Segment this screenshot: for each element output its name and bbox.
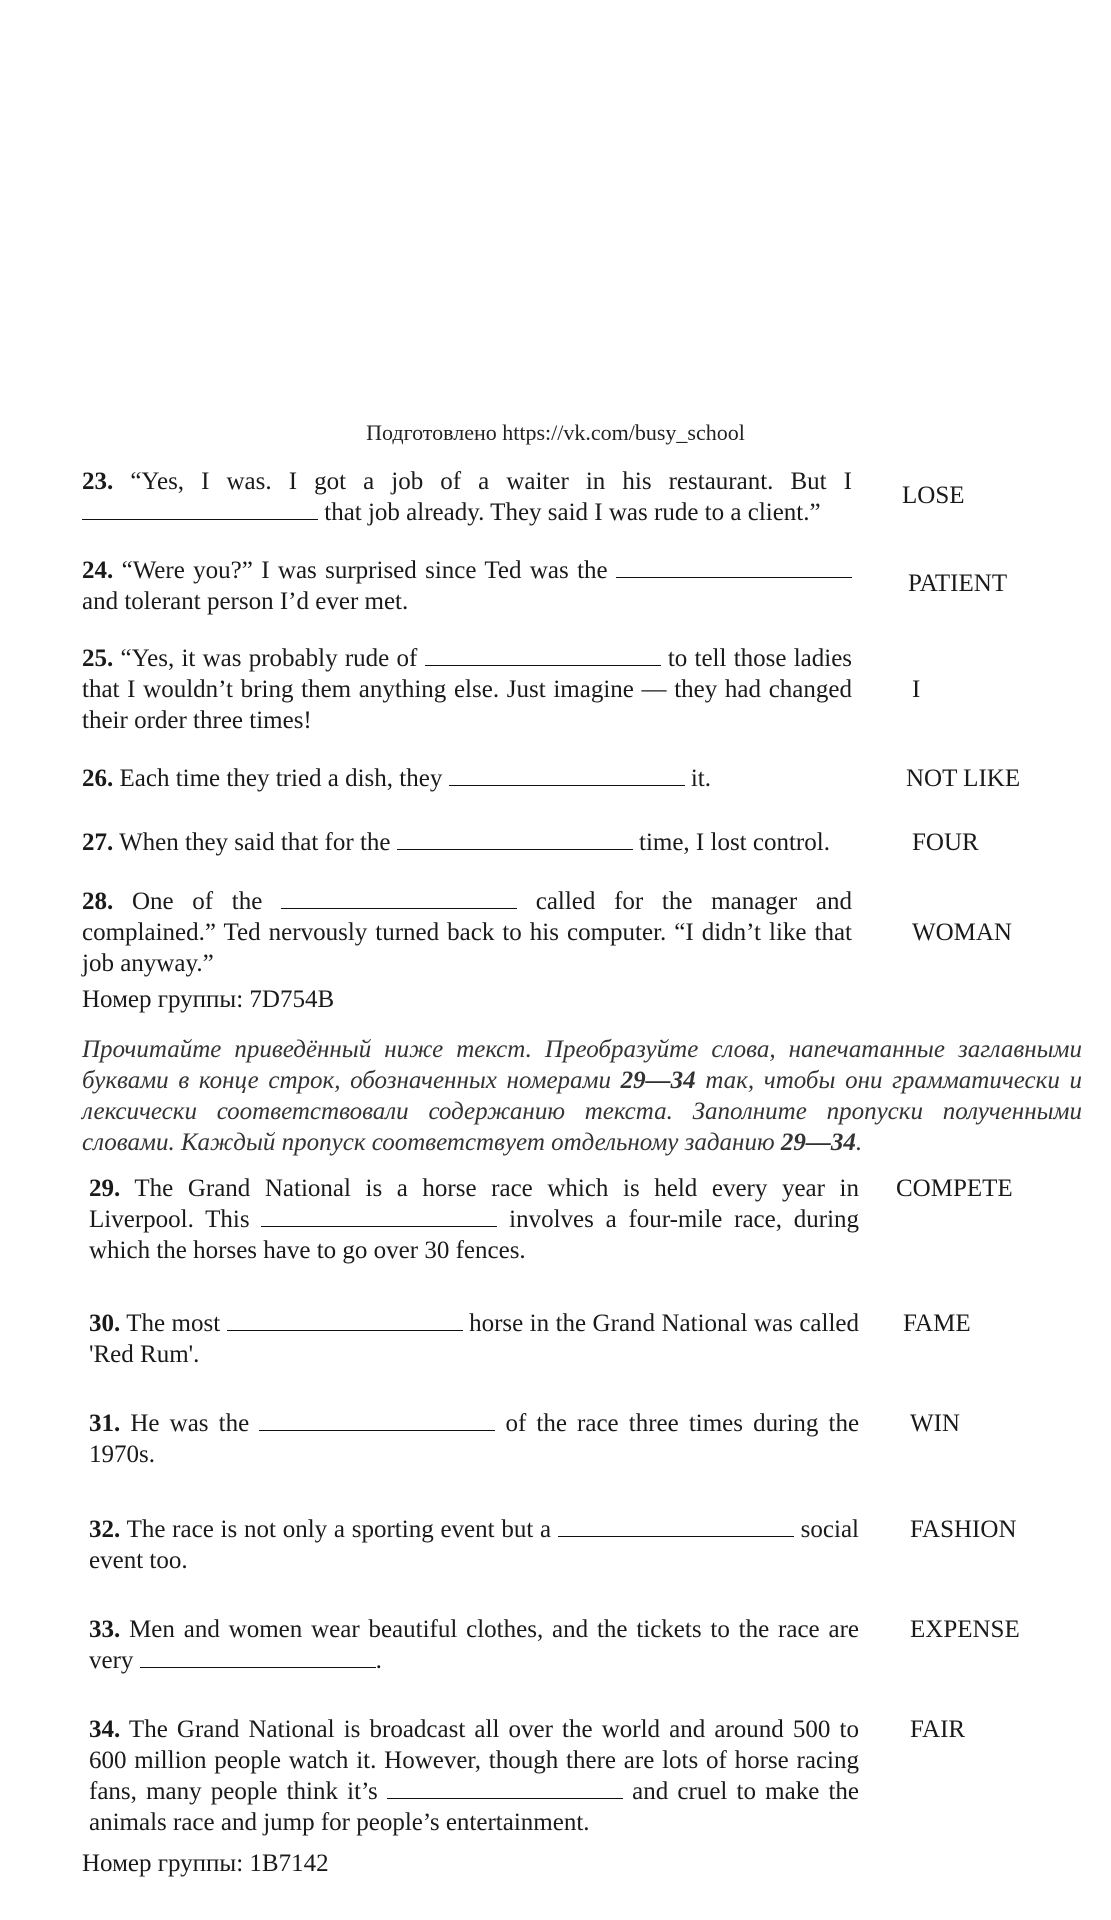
answer-blank[interactable] — [558, 1514, 794, 1537]
group-number-2: Номер группы: 1B7142 — [82, 1850, 329, 1877]
answer-blank[interactable] — [616, 555, 852, 578]
answer-blank[interactable] — [425, 643, 661, 666]
instruction-part: . — [855, 1129, 863, 1156]
answer-blank[interactable] — [449, 763, 685, 786]
task-text-before: The most — [126, 1310, 221, 1337]
task-27 — [82, 827, 852, 858]
task-number: 25. — [82, 645, 114, 672]
task-28 — [82, 886, 852, 979]
keyword-27: FOUR — [912, 829, 979, 856]
task-text-after: it. — [690, 765, 711, 792]
task-text-after: called for the manager and complained.” Ted nervously turned back to his computer. “I didn’t like that job anyway.” — [82, 888, 852, 977]
keyword-29: COMPETE — [896, 1175, 1013, 1202]
answer-blank[interactable] — [259, 1408, 495, 1431]
task-31 — [89, 1408, 859, 1470]
keyword-24: PATIENT — [908, 570, 1008, 597]
task-number: 27. — [82, 829, 114, 856]
instruction-range: 29––34 — [780, 1129, 856, 1156]
keyword-25: I — [912, 676, 921, 703]
answer-blank[interactable] — [261, 1204, 497, 1227]
keyword-33: EXPENSE — [910, 1616, 1020, 1643]
keyword-30: FAME — [903, 1310, 971, 1337]
task-23 — [82, 466, 852, 528]
keyword-26: NOT LIKE — [906, 765, 1021, 792]
keyword-34: FAIR — [910, 1716, 966, 1743]
task-text-before: “Yes, I was. I got a job of a waiter in his restaurant. But I — [130, 468, 852, 495]
task-text-after: and tolerant person I’d ever met. — [82, 588, 409, 615]
task-text-before: The race is not only a sporting event but a — [126, 1516, 552, 1543]
task-25 — [82, 643, 852, 736]
answer-blank[interactable] — [397, 827, 633, 850]
task-number: 33. — [89, 1616, 121, 1643]
task-text-after: social event too. — [89, 1516, 859, 1574]
task-24 — [82, 555, 852, 617]
group-number-1: Номер группы: 7D754B — [82, 986, 335, 1013]
task-text-after: time, I lost control. — [639, 829, 830, 856]
task-text-after: that job already. They said I was rude to a client.” — [324, 499, 821, 526]
task-text-before: One of the — [131, 888, 263, 915]
task-number: 32. — [89, 1516, 121, 1543]
instruction-part: так, чтобы они грамматически и лексически соответствовали содержанию текста. Заполните пропуски полученными словами. Каждый пропуск соответствует отдельному заданию — [82, 1067, 1083, 1156]
task-text-before: “Yes, it was probably rude of — [120, 645, 418, 672]
answer-blank[interactable] — [140, 1645, 376, 1668]
task-34 — [89, 1714, 859, 1838]
task-29 — [89, 1173, 859, 1266]
answer-blank[interactable] — [387, 1776, 623, 1799]
answer-blank[interactable] — [227, 1308, 463, 1331]
instruction-text — [82, 1034, 1082, 1158]
task-number: 24. — [82, 557, 114, 584]
task-text-after: of the race three times during the 1970s. — [89, 1410, 860, 1468]
task-text-before: The Grand National is broadcast all over the world and around 500 to 600 million people watch it. However, though there are lots of horse racing fans, many people think it’s — [89, 1716, 859, 1805]
keyword-28: WOMAN — [912, 919, 1012, 946]
answer-blank[interactable] — [82, 497, 318, 520]
task-text-before: Each time they tried a dish, they — [119, 765, 443, 792]
task-26 — [82, 763, 852, 794]
task-text-before: Men and women wear beautiful clothes, and the tickets to the race are very — [89, 1616, 859, 1674]
task-text-after: . — [375, 1647, 382, 1674]
task-number: 26. — [82, 765, 114, 792]
task-32 — [89, 1514, 859, 1576]
task-text-after: horse in the Grand National was called 'Red Rum'. — [89, 1310, 860, 1368]
task-number: 30. — [89, 1310, 121, 1337]
task-number: 29. — [89, 1175, 121, 1202]
keyword-31: WIN — [910, 1410, 960, 1437]
answer-blank[interactable] — [281, 886, 517, 909]
source-header: Подготовлено https://vk.com/busy_school — [366, 420, 745, 445]
task-text-before: The Grand National is a horse race which is held every year in Liverpool. This — [89, 1175, 859, 1233]
task-text-after: and cruel to make the animals race and jump for people’s entertainment. — [89, 1778, 860, 1836]
task-number: 28. — [82, 888, 114, 915]
task-number: 34. — [89, 1716, 121, 1743]
instruction-range: 29––34 — [620, 1067, 696, 1094]
task-text-before: When they said that for the — [119, 829, 391, 856]
keyword-23: LOSE — [902, 482, 965, 509]
task-text-before: “Were you?” I was surprised since Ted was the — [121, 557, 608, 584]
task-text-before: He was the — [130, 1410, 250, 1437]
task-30 — [89, 1308, 859, 1370]
task-number: 31. — [89, 1410, 121, 1437]
task-text-after: involves a four-mile race, during which the horses have to go over 30 fences. — [89, 1206, 860, 1264]
task-text-after: to tell those ladies that I wouldn’t bring them anything else. Just imagine –– they had changed their order three times! — [82, 645, 853, 734]
task-33 — [89, 1614, 859, 1676]
keyword-32: FASHION — [910, 1516, 1017, 1543]
instruction-part: Прочитайте приведённый ниже текст. Преобразуйте слова, напечатанные заглавными буквами в конце строк, обозначенных номерами — [82, 1036, 1082, 1094]
task-number: 23. — [82, 468, 114, 495]
